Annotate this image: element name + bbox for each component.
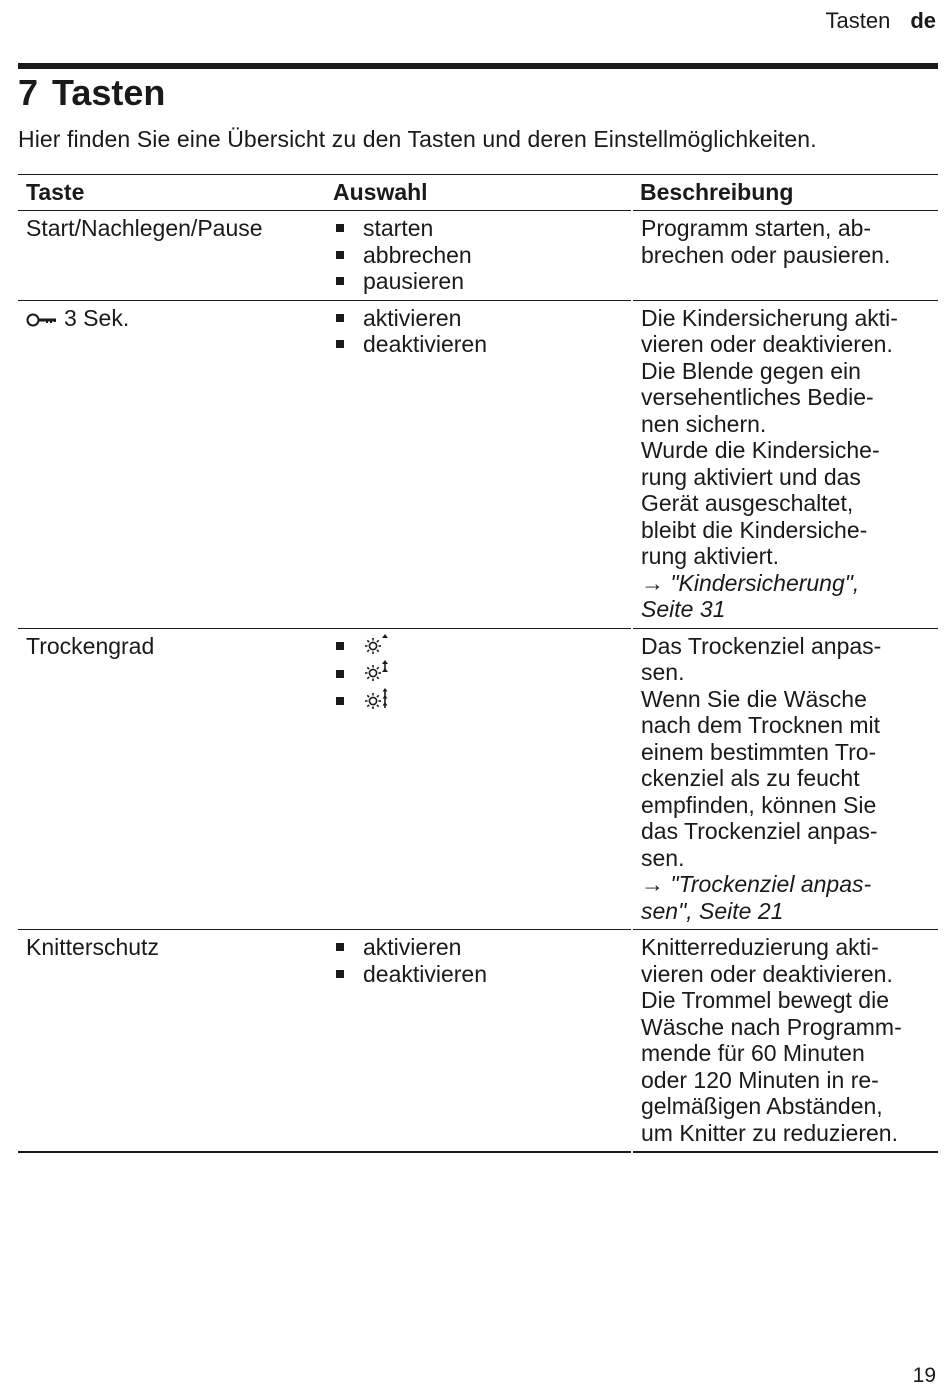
key-icon	[26, 307, 58, 334]
option-item	[333, 268, 631, 295]
option-item	[333, 961, 631, 988]
description-cell	[632, 300, 938, 628]
option-item	[333, 215, 631, 242]
option-label: aktivieren	[363, 304, 462, 331]
option-cell	[325, 930, 632, 1153]
bullet-icon	[336, 314, 344, 322]
running-header	[825, 8, 936, 34]
option-list	[333, 215, 631, 295]
option-label: abbrechen	[363, 241, 472, 268]
dryness-level-2-icon	[363, 660, 393, 688]
dryness-level-1-icon	[363, 633, 393, 661]
option-label: starten	[363, 215, 434, 241]
option-label: aktivieren	[363, 934, 462, 960]
option-item	[333, 660, 631, 688]
description-text: Knitterreduzierung akti- vieren oder deaktivieren. Die Trommel bewegt die Wäsche nach Programm- mende für 60 Minuten oder 120 Minuten in re- gelmäßigen Abständen, um Knitter zu reduzieren.	[641, 934, 902, 1146]
key-name: Start/Nachlegen/Pause	[26, 215, 263, 241]
key-name: 3 Sek.	[64, 304, 130, 331]
bullet-icon	[336, 970, 344, 978]
option-list	[333, 633, 631, 716]
bullet-icon	[336, 251, 344, 259]
table-header-row	[18, 175, 938, 211]
column-header-beschreibung: Beschreibung	[640, 179, 794, 205]
key-name: Trockengrad	[26, 632, 155, 659]
option-list	[333, 934, 631, 987]
option-cell	[325, 628, 632, 930]
bullet-icon	[336, 277, 344, 285]
option-item	[333, 934, 631, 961]
description-text: Programm starten, ab- brechen oder pausieren.	[641, 215, 891, 268]
option-label: deaktivieren	[363, 331, 488, 357]
column-header-auswahl: Auswahl	[333, 179, 428, 205]
keys-table	[18, 174, 938, 1153]
bullet-icon	[336, 340, 344, 348]
description-text: Das Trockenziel anpas- sen. Wenn Sie die Wäsche nach dem Trocknen mit einem bestimmten Tro- ckenziel als zu feucht empfinden, können Sie das Trockenziel anpas- sen.	[641, 632, 882, 871]
cross-reference: → "Trockenziel anpas- sen", Seite 21	[641, 871, 872, 924]
column-header-taste: Taste	[26, 179, 85, 205]
description-cell	[632, 628, 938, 930]
dryness-level-3-icon	[363, 688, 393, 716]
description-cell	[632, 930, 938, 1153]
option-cell	[325, 300, 632, 628]
table-row	[18, 628, 938, 930]
option-cell	[325, 211, 632, 301]
option-item	[333, 331, 631, 358]
table-row	[18, 300, 938, 628]
bullet-icon	[336, 943, 344, 951]
table-row	[18, 930, 938, 1153]
header-section: Tasten	[825, 8, 891, 33]
header-language: de	[910, 8, 936, 33]
chapter-rule	[18, 63, 938, 69]
description-cell	[632, 211, 938, 301]
key-name: Knitterschutz	[26, 934, 159, 960]
intro-text: Hier finden Sie eine Übersicht zu den Tasten und deren Einstellmöglichkeiten.	[18, 126, 817, 152]
description-text: Die Kindersicherung akti- vieren oder deaktivieren. Die Blende gegen ein versehentliches Bedie- nen sichern. Wurde die Kindersiche- rung aktiviert und das Gerät ausgeschaltet, bleibt die Kindersiche- rung aktiviert.	[641, 304, 898, 569]
page-number: 19	[912, 1364, 936, 1387]
bullet-icon	[336, 642, 344, 650]
chapter-number: 7	[18, 72, 39, 113]
cross-reference: → "Kindersicherung", Seite 31	[641, 569, 860, 622]
chapter-heading	[18, 72, 165, 114]
option-list	[333, 305, 631, 358]
option-label: deaktivieren	[363, 960, 488, 987]
bullet-icon	[336, 697, 344, 705]
option-label: pausieren	[363, 268, 465, 294]
key-cell	[18, 300, 325, 628]
bullet-icon	[336, 670, 344, 678]
option-item	[333, 305, 631, 332]
bullet-icon	[336, 224, 344, 232]
option-item	[333, 242, 631, 269]
table-row	[18, 211, 938, 301]
option-item	[333, 688, 631, 716]
option-item	[333, 633, 631, 661]
chapter-title: Tasten	[52, 72, 166, 113]
